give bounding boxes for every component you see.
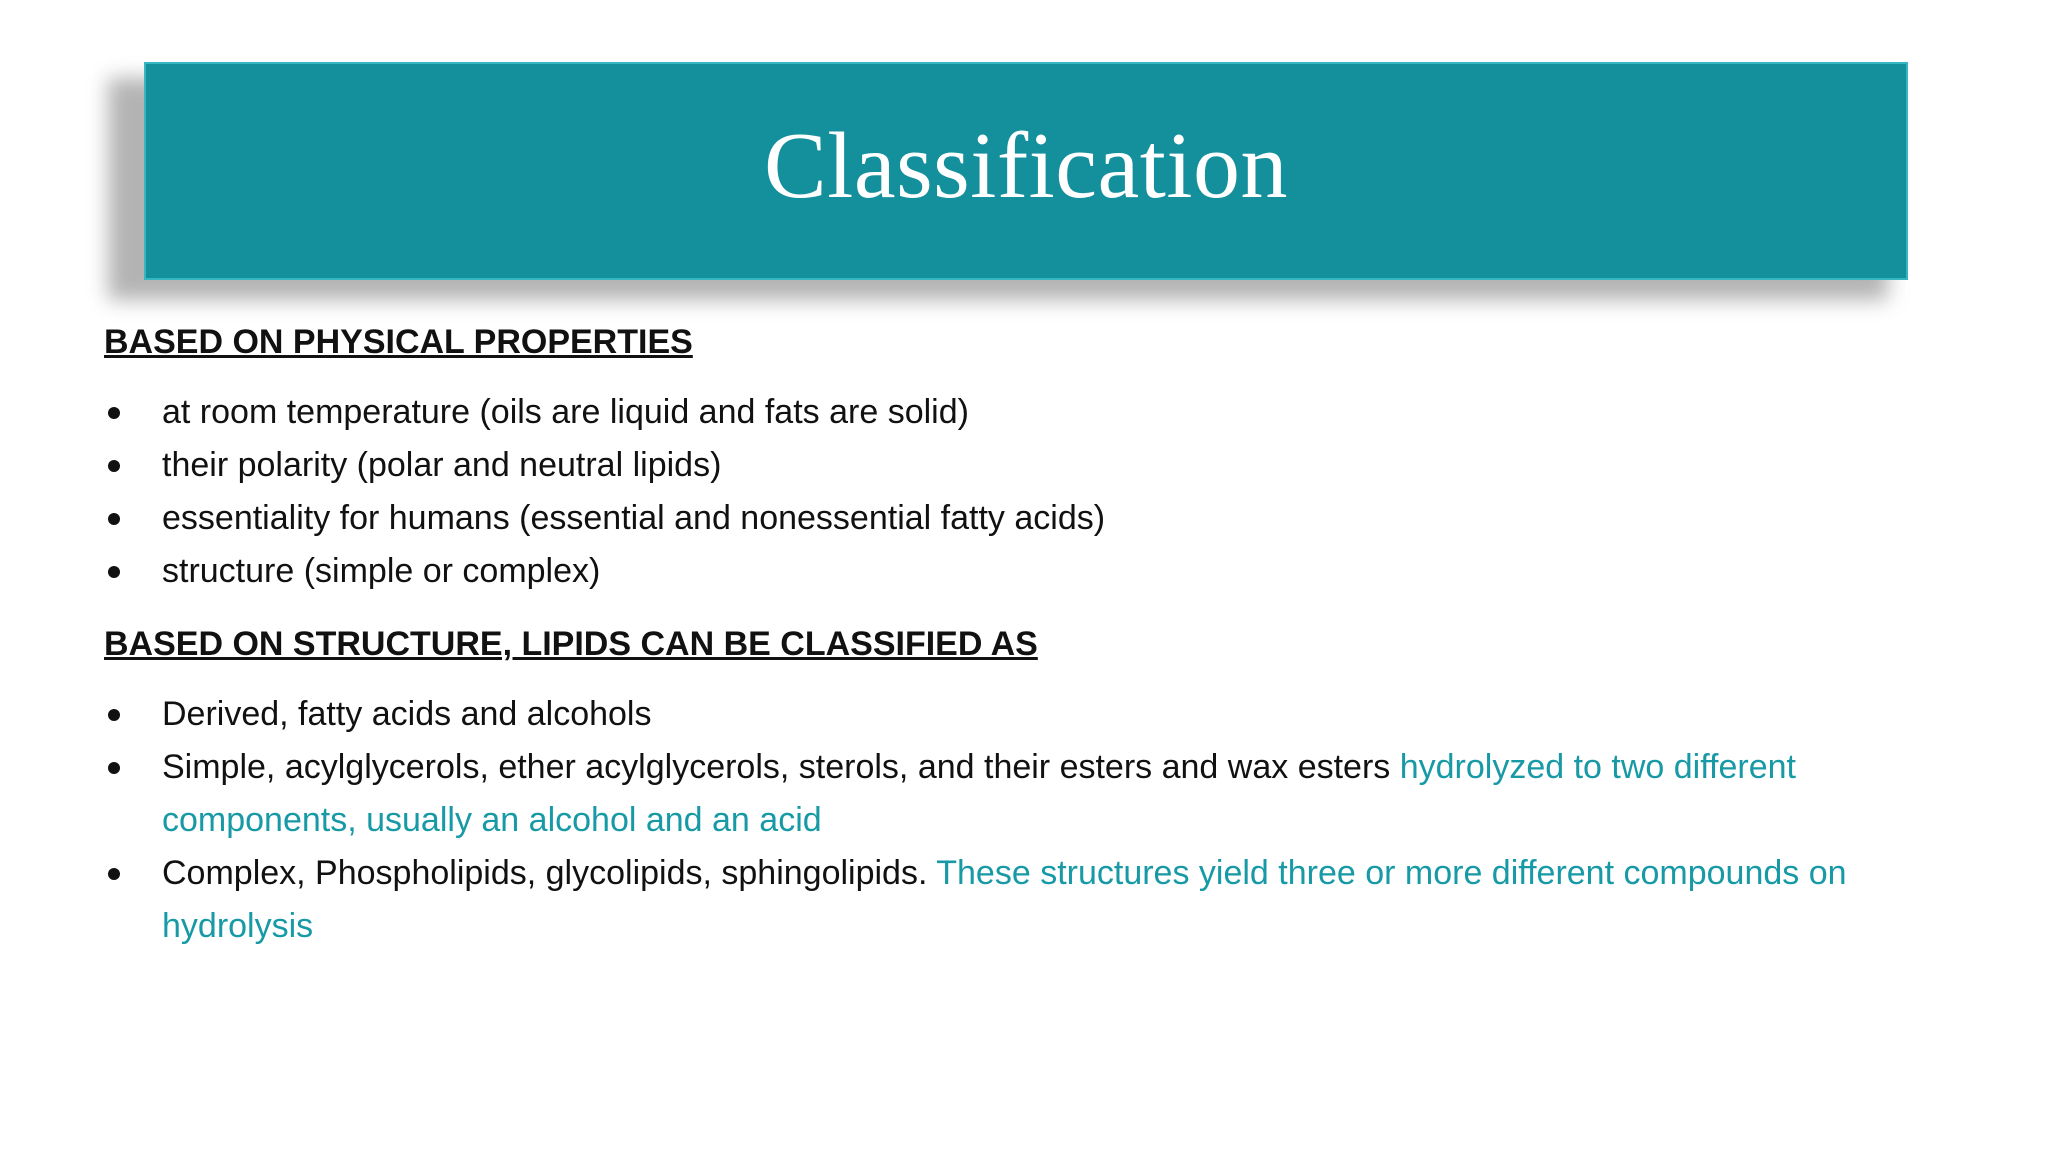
bullet-icon xyxy=(108,460,120,472)
structure-classification-list xyxy=(104,688,1944,953)
list-item-text: essentiality for humans (essential and nonessential fatty acids) xyxy=(162,499,1106,537)
list-item-accent-text: hydrolyzed to two different components, usually an alcohol and an acid xyxy=(162,748,1796,839)
bullet-icon xyxy=(108,709,120,721)
bullet-icon xyxy=(108,566,120,578)
list-item xyxy=(104,492,1944,545)
list-item-text: structure (simple or complex) xyxy=(162,552,601,590)
list-item-accent-text: These structures yield three or more different compounds on hydrolysis xyxy=(162,854,1847,945)
section-heading-structure: BASED ON STRUCTURE, LIPIDS CAN BE CLASSIFIED AS xyxy=(104,625,1038,663)
physical-properties-list xyxy=(104,386,1944,598)
section-spacer xyxy=(104,598,1944,620)
list-item xyxy=(104,741,1944,847)
bullet-icon xyxy=(108,762,120,774)
title-banner xyxy=(144,62,1908,280)
slide-title: Classification xyxy=(764,114,1288,218)
bullet-icon xyxy=(108,407,120,419)
list-item-text: Derived, fatty acids and alcohols xyxy=(162,695,652,733)
list-item-text: Complex, Phospholipids, glycolipids, sphingolipids. xyxy=(162,854,937,892)
bullet-icon xyxy=(108,868,120,880)
list-item-text: their polarity (polar and neutral lipids) xyxy=(162,446,722,484)
list-item xyxy=(104,439,1944,492)
list-item xyxy=(104,688,1944,741)
list-item-text: at room temperature (oils are liquid and fats are solid) xyxy=(162,393,969,431)
list-item xyxy=(104,847,1944,953)
list-item-text: Simple, acylglycerols, ether acylglycerols, sterols, and their esters and wax esters xyxy=(162,748,1400,786)
list-item xyxy=(104,386,1944,439)
list-item xyxy=(104,545,1944,598)
slide-content xyxy=(104,318,1944,953)
bullet-icon xyxy=(108,513,120,525)
section-heading-physical-properties: BASED ON PHYSICAL PROPERTIES xyxy=(104,323,693,361)
